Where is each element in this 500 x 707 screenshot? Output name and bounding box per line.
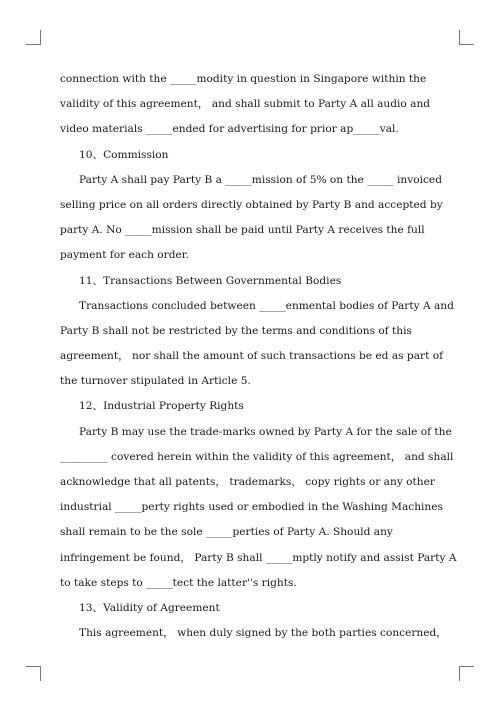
text-line: _________ covered herein within the validity of this agreement， and shall: [60, 450, 454, 463]
text-line: Transactions concluded between _____enmental bodies of Party A and: [79, 299, 454, 312]
section-heading-industrial-property: 12、Industrial Property Rights: [79, 400, 244, 413]
text-line: payment for each order.: [60, 249, 190, 262]
section-heading-validity: 13、Validity of Agreement: [79, 601, 220, 614]
text-line: Party B shall not be restricted by the terms and conditions of this: [60, 324, 412, 337]
text-line: validity of this agreement， and shall submit to Party A all audio and: [60, 98, 431, 111]
document-body: [60, 67, 457, 646]
text-line: connection with the _____modity in question in Singapore within the: [60, 73, 427, 85]
section-heading-commission: 10、Commission: [79, 148, 169, 161]
section-heading-transactions: 11、Transactions Between Governmental Bodies: [79, 274, 342, 287]
text-line: the turnover stipulated in Article 5.: [60, 375, 251, 388]
text-line: party A. No _____mission shall be paid until Party A receives the full: [60, 224, 425, 237]
text-line: to take steps to _____tect the latter''s rights.: [60, 576, 297, 589]
text-line: Party B may use the trade-marks owned by Party A for the sale of the: [79, 425, 452, 438]
text-line: selling price on all orders directly obtained by Party B and accepted by: [60, 198, 443, 211]
text-line: Party A shall pay Party B a _____mission of 5% on the _____ invoiced: [79, 173, 442, 186]
crop-mark-bottom-left: [26, 666, 41, 681]
text-line: video materials _____ended for advertising for prior ap_____val.: [60, 123, 399, 136]
text-line: industrial _____perty rights used or embodied in the Washing Machines: [60, 501, 443, 514]
text-line: shall remain to be the sole _____perties of Party A. Should any: [60, 526, 393, 539]
text-line: agreement， nor shall the amount of such transactions be ed as part of: [60, 350, 444, 363]
crop-mark-top-left: [26, 30, 41, 45]
text-line: acknowledge that all patents， trademarks， copy rights or any other: [60, 476, 435, 488]
crop-mark-top-right: [459, 30, 474, 45]
text-line: This agreement， when duly signed by the both parties concerned，: [79, 627, 447, 640]
crop-mark-bottom-right: [459, 666, 474, 681]
text-line: infringement be found， Party B shall _____mptly notify and assist Party A: [60, 551, 457, 564]
